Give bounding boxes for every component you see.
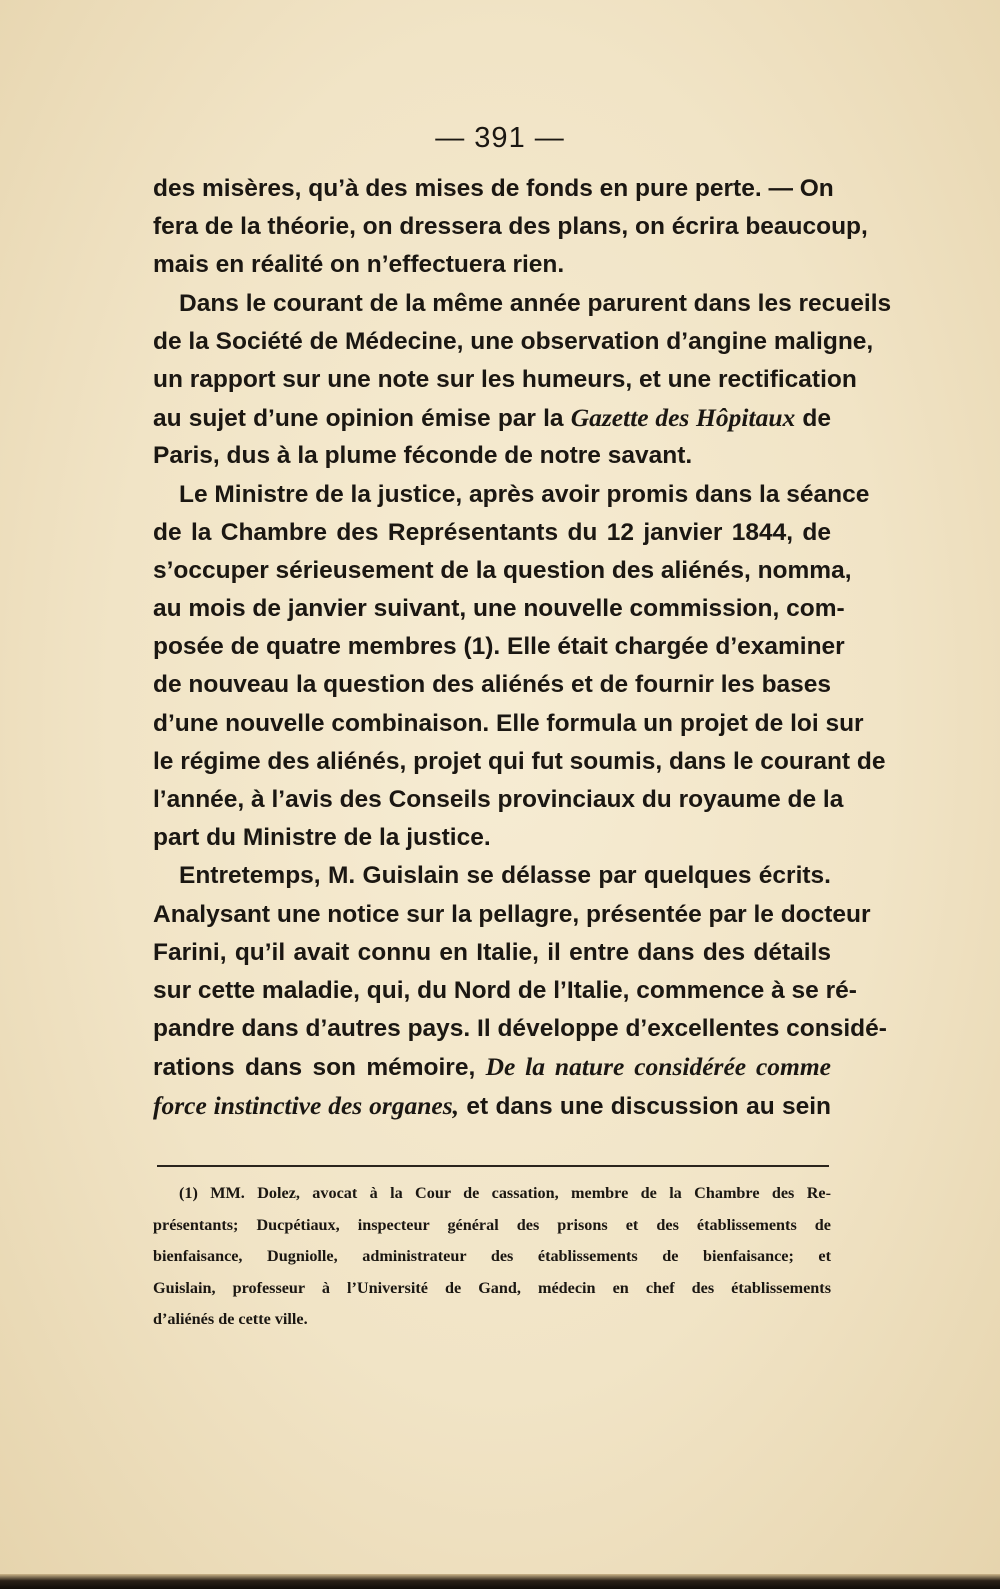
text-line — [153, 1087, 831, 1125]
text-line: part du Ministre de la justice. — [153, 824, 491, 852]
text-line — [153, 399, 831, 437]
text-segment: rations dans son mémoire, — [153, 1054, 476, 1082]
footnote-divider — [157, 1165, 829, 1167]
text-line: au mois de janvier suivant, une nouvelle commission, com- — [153, 595, 845, 623]
text-segment: au sujet d’une opinion émise par la — [153, 405, 564, 433]
text-line: Le Ministre de la justice, après avoir promis dans la séance — [179, 480, 870, 508]
text-line: d’une nouvelle combinaison. Elle formula un projet de loi sur — [153, 709, 864, 737]
text-line: posée de quatre membres (1). Elle était chargée d’examiner — [153, 633, 845, 661]
text-line: des misères, qu’à des mises de fonds en pure perte. — On — [153, 175, 834, 202]
footnote-line: Guislain, professeur à l’Université de Gand, médecin en chef des établissements — [153, 1278, 831, 1297]
text-line: l’année, à l’avis des Conseils provinciaux du royaume de la — [153, 786, 844, 813]
text-line: Farini, qu’il avait connu en Italie, il entre dans des détails — [153, 938, 831, 966]
text-segment: et dans une discussion au sein — [466, 1092, 831, 1120]
footnote-line: bienfaisance, Dugniolle, administrateur des établissements de bienfaisance; et — [153, 1247, 831, 1265]
text-line: Entretemps, M. Guislain se délasse par quelques écrits. — [179, 862, 831, 890]
body-text — [153, 170, 892, 1125]
italic-title: De la nature considérée comme — [485, 1052, 832, 1082]
footnote — [153, 1178, 831, 1336]
page-number: — 391 — — [435, 122, 565, 154]
text-line — [153, 1048, 831, 1086]
text-line: s’occuper sérieusement de la question des aliénés, nomma, — [153, 556, 852, 584]
text-line: sur cette maladie, qui, du Nord de l’Italie, commence à se ré- — [153, 976, 857, 1004]
text-line: Dans le courant de la même année parurent dans les recueils — [179, 289, 892, 317]
text-segment: de — [802, 405, 832, 433]
text-line: Analysant une notice sur la pellagre, présentée par le docteur — [153, 900, 871, 928]
footnote-line: d’aliénés de cette ville. — [153, 1310, 308, 1328]
text-line: de la Société de Médecine, une observation d’angine maligne, — [153, 327, 874, 355]
text-line: pandre dans d’autres pays. Il développe d’excellentes considé- — [153, 1015, 887, 1043]
italic-title: force instinctive des organes, — [153, 1090, 460, 1120]
italic-title: Gazette des Hôpitaux — [570, 403, 796, 433]
text-line: mais en réalité on n’effectuera rien. — [153, 251, 565, 279]
text-line: de la Chambre des Représentants du 12 janvier 1844, de — [153, 518, 831, 546]
footnote-line: (1) MM. Dolez, avocat à la Cour de cassation, membre de la Chambre des Re- — [179, 1184, 831, 1202]
text-line: le régime des aliénés, projet qui fut soumis, dans le courant de — [153, 747, 886, 775]
page-bottom-edge — [0, 1574, 1000, 1589]
text-line: de nouveau la question des aliénés et de fournir les bases — [153, 671, 832, 699]
text-line: un rapport sur une note sur les humeurs, et une rectification — [153, 365, 857, 393]
text-line: Paris, dus à la plume féconde de notre savant. — [153, 442, 693, 470]
footnote-line: présentants; Ducpétiaux, inspecteur général des prisons et des établissements de — [153, 1215, 831, 1234]
text-line: fera de la théorie, on dressera des plans, on écrira beaucoup, — [153, 213, 868, 241]
